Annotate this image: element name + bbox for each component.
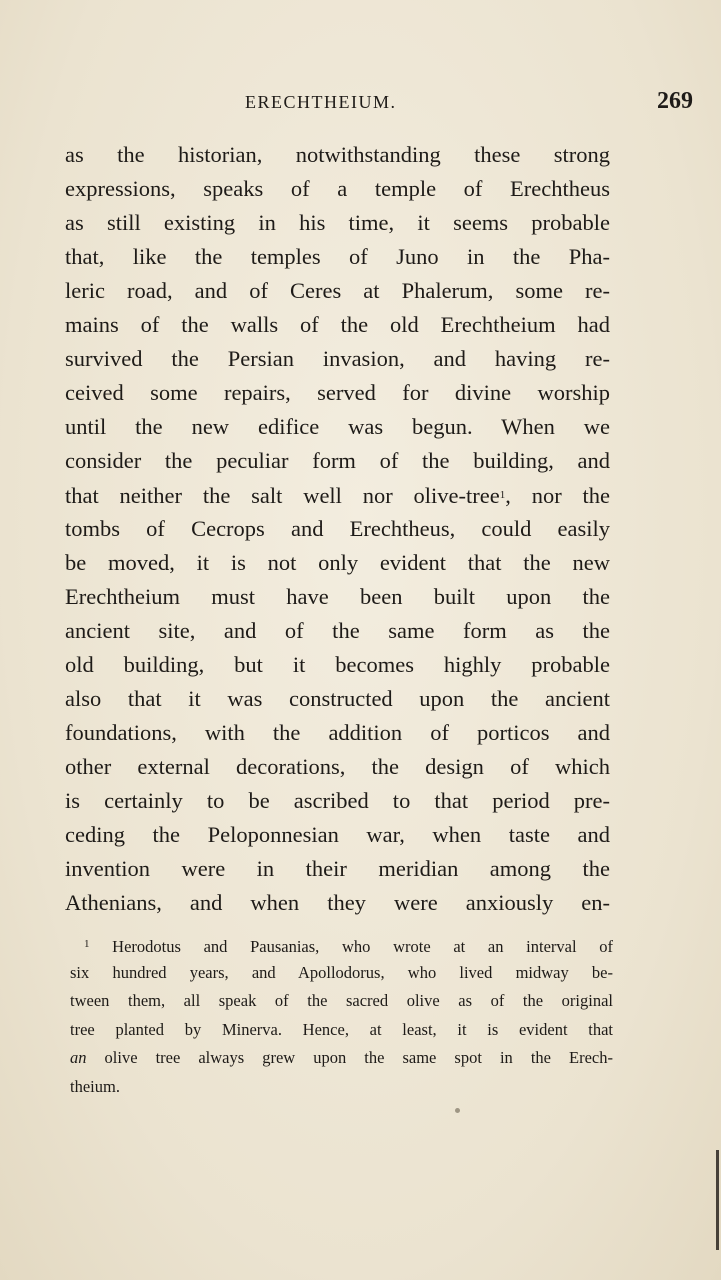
body-line: Erechtheium must have been built upon the xyxy=(65,584,610,609)
body-line: consider the peculiar form of the building, and xyxy=(65,448,610,473)
body-line: old building, but it becomes highly probable xyxy=(65,652,610,677)
footnote-line xyxy=(70,1044,613,1073)
footnote-line: tween them, all speak of the sacred olive as of the original xyxy=(70,991,613,1010)
body-line: that, like the temples of Juno in the Pha- xyxy=(65,244,610,269)
footnote-reference: 1 xyxy=(499,489,506,501)
body-line: ceived some repairs, served for divine worship xyxy=(65,380,610,405)
body-line: leric road, and of Ceres at Phalerum, some re- xyxy=(65,278,610,303)
running-title: ERECHTHEIUM. xyxy=(245,92,397,112)
body-line: other external decorations, the design of which xyxy=(65,754,610,779)
body-line: be moved, it is not only evident that the new xyxy=(65,550,610,575)
body-line: tombs of Cecrops and Erechtheus, could easily xyxy=(65,516,610,541)
paper-speck xyxy=(455,1108,460,1113)
body-line: also that it was constructed upon the ancient xyxy=(65,686,610,711)
footnote-marker: 1 xyxy=(84,938,90,950)
body-line: foundations, with the addition of porticos and xyxy=(65,720,610,745)
page-number: 269 xyxy=(657,88,693,114)
body-line: mains of the walls of the old Erechtheium had xyxy=(65,312,610,337)
footnote xyxy=(70,930,613,1101)
body-line-tail: , nor the xyxy=(505,483,610,508)
body-line: ceding the Peloponnesian war, when taste and xyxy=(65,822,610,847)
page-edge-mark xyxy=(716,1150,719,1250)
body-line: Athenians, and when they were anxiously en- xyxy=(65,890,610,915)
body-line: invention were in their meridian among the xyxy=(65,856,610,881)
body-line: until the new edifice was begun. When we xyxy=(65,414,610,439)
footnote-line xyxy=(70,930,613,959)
footnote-italic-word: an xyxy=(70,1048,87,1067)
body-line-text: that neither the salt well nor olive-tree xyxy=(65,483,500,508)
body-line: expressions, speaks of a temple of Erechtheus xyxy=(65,176,610,201)
body-line: as still existing in his time, it seems probable xyxy=(65,210,610,235)
body-line: survived the Persian invasion, and having re- xyxy=(65,346,610,371)
body-line: is certainly to be ascribed to that period pre- xyxy=(65,788,610,813)
footnote-line: six hundred years, and Apollodorus, who lived midway be- xyxy=(70,962,613,982)
body-line: as the historian, notwithstanding these strong xyxy=(65,142,610,167)
body-line-with-footnote-ref xyxy=(65,478,610,512)
body-text xyxy=(65,138,610,920)
body-line: ancient site, and of the same form as the xyxy=(65,618,610,643)
footnote-text: Herodotus and Pausanias, who wrote at an interval of xyxy=(89,937,613,956)
footnote-line: theium. xyxy=(70,1076,120,1096)
footnote-line: tree planted by Minerva. Hence, at least, it is evident that xyxy=(70,1019,613,1039)
footnote-text: olive tree always grew upon the same spot in the Erech- xyxy=(86,1048,613,1067)
running-head xyxy=(0,88,721,122)
